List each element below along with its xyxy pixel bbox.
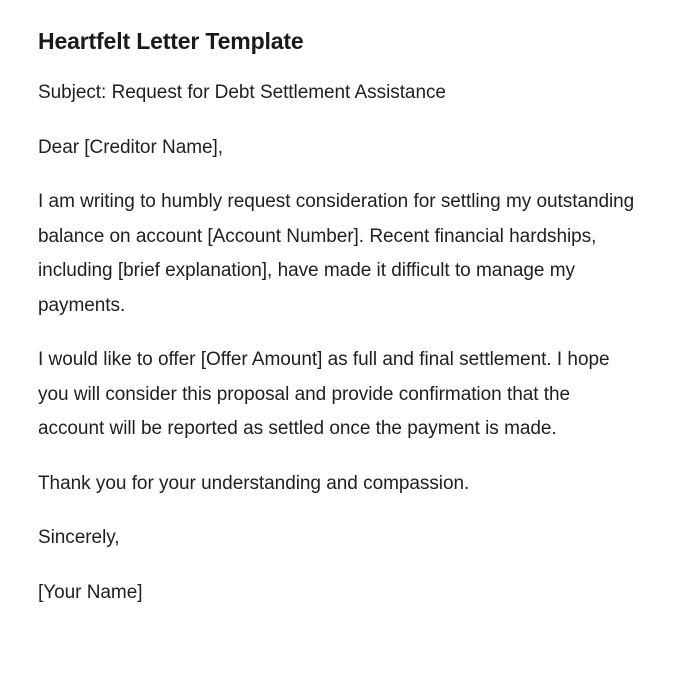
body-paragraph-2: I would like to offer [Offer Amount] as full and final settlement. I hope you will consider this proposal and provide confirmation that the account will be reported as settled once the payment is made. <box>38 349 610 439</box>
body-paragraph-1: I am writing to humbly request consideration for settling my outstanding balance on account [Account Number]. Recent financial hardships, including [brief explanation], have made it difficult to manage my payments. <box>38 191 635 316</box>
subject-line: Subject: Request for Debt Settlement Assistance <box>38 82 446 103</box>
salutation: Dear [Creditor Name], <box>38 136 223 158</box>
paragraph-spacer <box>38 111 660 131</box>
paragraph-spacer <box>38 447 660 467</box>
page-title: Heartfelt Letter Template <box>38 28 304 54</box>
signature-name: [Your Name] <box>38 581 143 603</box>
title-spacer <box>38 56 660 76</box>
letter-body <box>38 76 660 610</box>
paragraph-spacer <box>38 323 660 343</box>
paragraph-spacer <box>38 501 660 521</box>
sign-off: Sincerely, <box>38 527 120 548</box>
paragraph-spacer <box>38 165 660 185</box>
paragraph-spacer <box>38 556 660 576</box>
closing-thanks: Thank you for your understanding and compassion. <box>38 472 470 494</box>
